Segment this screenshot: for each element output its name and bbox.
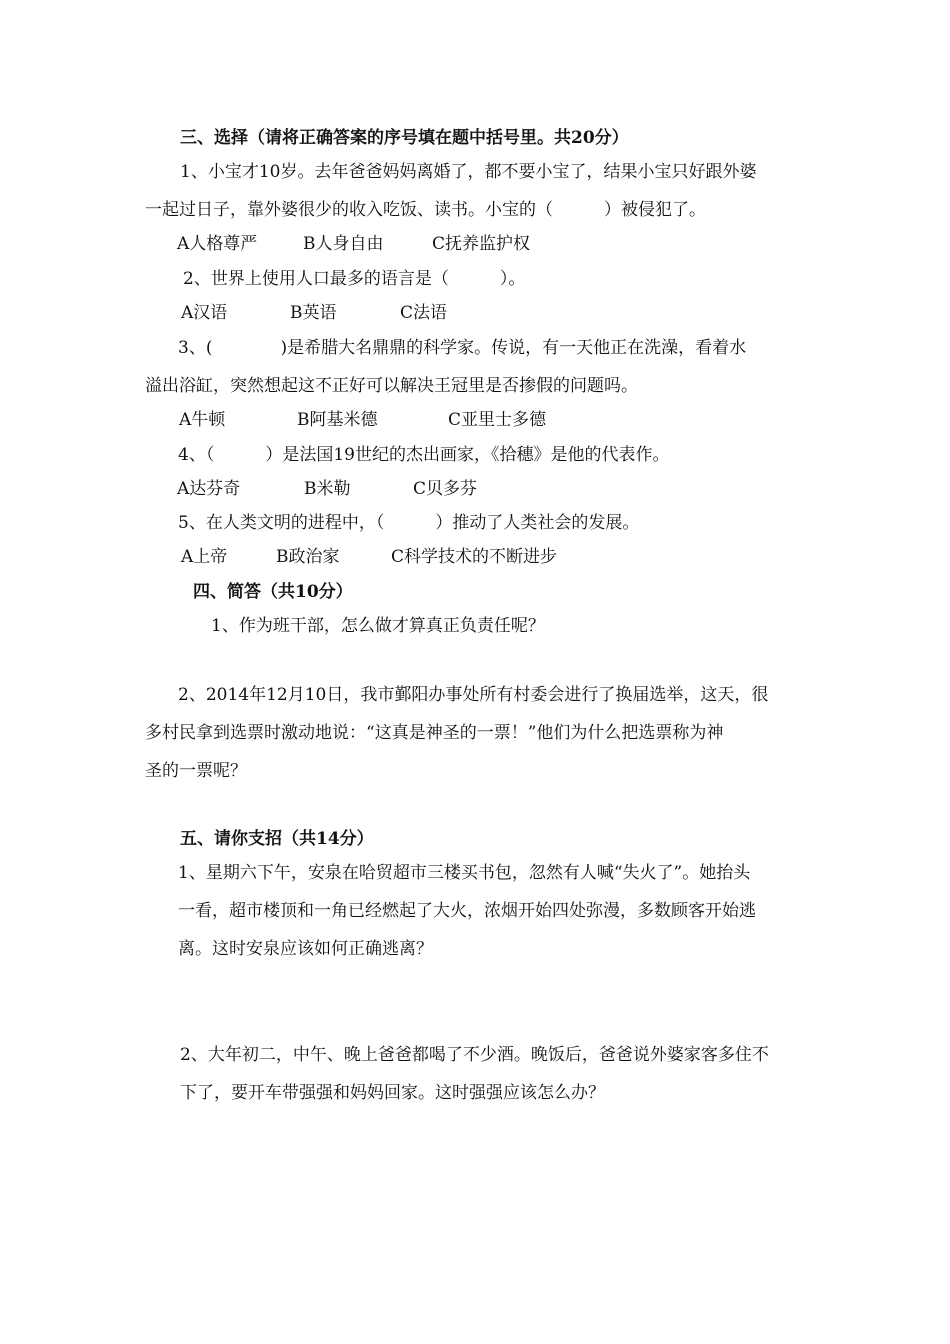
q3-5-line-1: 5、在人类文明的进程中，（ ）推动了人类社会的发展。 [178, 513, 640, 533]
q3-5-option-b: B政治家 [276, 547, 340, 567]
q3-1-line-2: 一起过日子，靠外婆很少的收入吃饭、读书。小宝的（ ）被侵犯了。 [145, 200, 706, 220]
q3-2-option-b: B英语 [290, 303, 337, 323]
q3-3-option-c: C亚里士多德 [448, 410, 547, 430]
q3-3-line-1: 3、( )是希腊大名鼎鼎的科学家。传说，有一天他正在洗澡，看着水 [178, 338, 747, 358]
q3-1-option-b: B人身自由 [303, 234, 384, 254]
q5-1-line-1: 1、星期六下午，安泉在哈贸超市三楼买书包，忽然有人喊“失火了”。她抬头 [178, 863, 751, 883]
q4-2-line-3: 圣的一票呢？ [145, 761, 247, 781]
q3-3-option-b: B阿基米德 [297, 410, 378, 430]
q5-1-line-3: 离。这时安泉应该如何正确逃离？ [178, 939, 433, 959]
q3-3-line-2: 溢出浴缸，突然想起这不正好可以解决王冠里是否掺假的问题吗。 [145, 376, 638, 396]
q3-4-option-c: C贝多芬 [413, 479, 478, 499]
q4-2-line-1: 2、2014年12月10日，我市鄞阳办事处所有村委会进行了换届选举，这天，很 [178, 685, 769, 705]
q4-1-line-1: 1、作为班干部，怎么做才算真正负责任呢？ [211, 616, 545, 636]
q3-5-option-c: C科学技术的不断进步 [391, 547, 558, 567]
q3-5-option-a: A上帝 [181, 547, 228, 567]
q3-2-option-c: C法语 [400, 303, 448, 323]
q3-2-option-a: A汉语 [181, 303, 228, 323]
q5-2-line-2: 下了，要开车带强强和妈妈回家。这时强强应该怎么办？ [180, 1083, 605, 1103]
q3-4-line-1: 4、（ ）是法国19世纪的杰出画家，《拾穗》是他的代表作。 [178, 445, 670, 465]
q5-1-line-2: 一看，超市楼顶和一角已经燃起了大火，浓烟开始四处弥漫，多数顾客开始逃 [178, 901, 756, 921]
section-5-heading: 五、请你支招（共14分） [180, 829, 374, 849]
q3-4-option-b: B米勒 [304, 479, 351, 499]
q3-4-option-a: A达芬奇 [177, 479, 241, 499]
q3-1-option-a: A人格尊严 [177, 234, 258, 254]
section-3-heading: 三、选择（请将正确答案的序号填在题中括号里。共20分） [180, 128, 629, 148]
q3-1-option-c: C抚养监护权 [432, 234, 531, 254]
q3-3-option-a: A牛顿 [179, 410, 226, 430]
q3-2-line-1: 2、世界上使用人口最多的语言是（ ）。 [183, 269, 526, 289]
q4-2-line-2: 多村民拿到选票时激动地说：“这真是神圣的一票！”他们为什么把选票称为神 [145, 723, 724, 743]
q5-2-line-1: 2、大年初二，中午、晚上爸爸都喝了不少酒。晚饭后，爸爸说外婆家客多住不 [180, 1045, 769, 1065]
q3-1-line-1: 1、小宝才10岁。去年爸爸妈妈离婚了，都不要小宝了，结果小宝只好跟外婆 [180, 162, 757, 182]
section-4-heading: 四、简答（共10分） [193, 582, 353, 602]
